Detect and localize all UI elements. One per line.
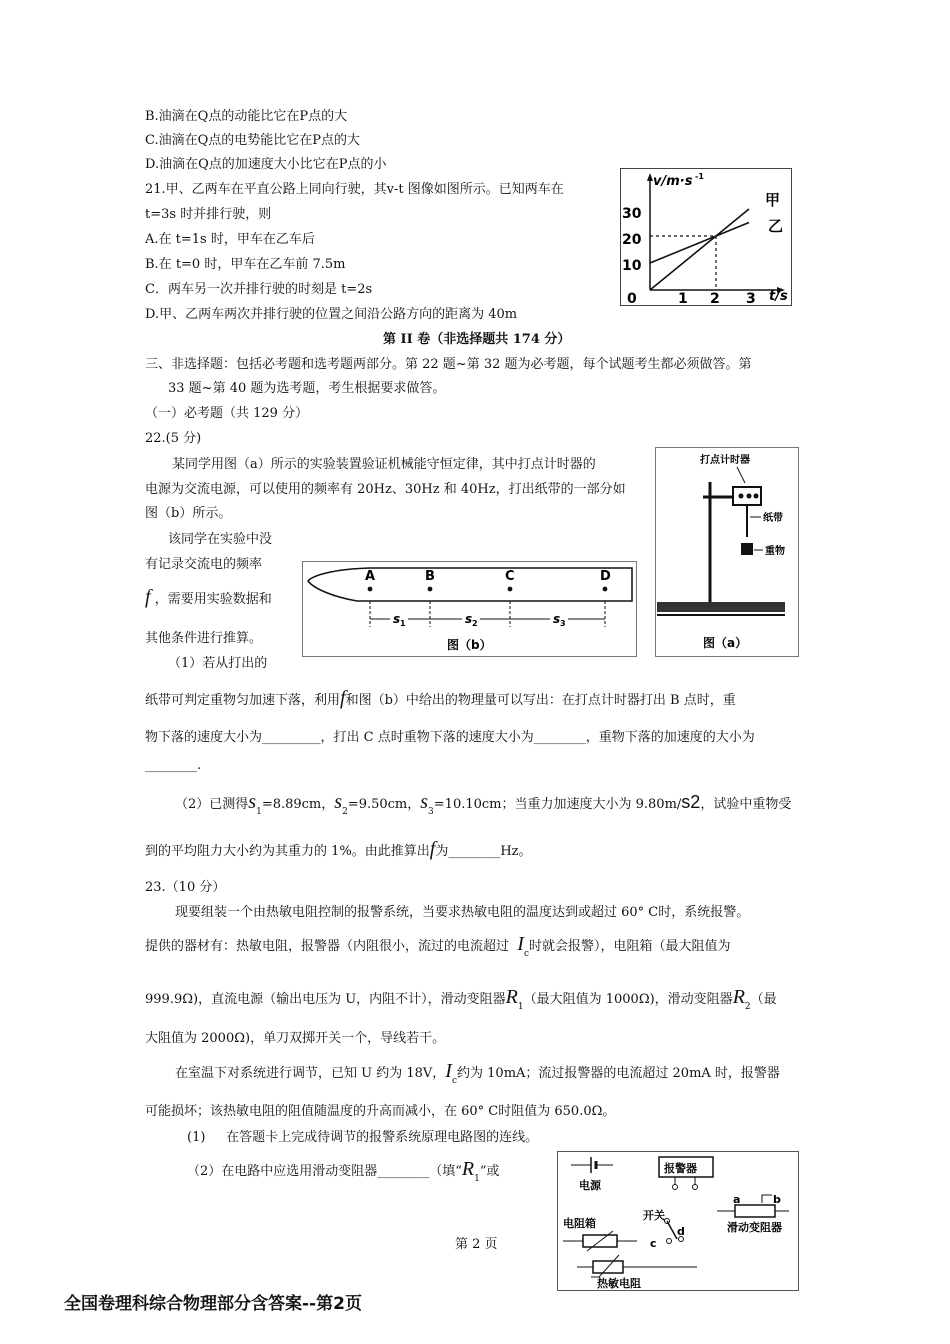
thermistor-label: 热敏电阻	[597, 1277, 641, 1290]
section2-intro-line1: 三、非选择题：包括必考题和选考题两部分。第 22 题~第 32 题为必考题，每个试题考生都必须做答。第	[145, 357, 752, 372]
label-b: b	[773, 1193, 781, 1206]
switch-contact-c	[667, 1239, 672, 1244]
point-label-b: B	[425, 569, 435, 584]
q22-line8: （1）若从打出的	[168, 656, 268, 671]
figure-a-apparatus	[655, 447, 799, 657]
point-label-a: A	[365, 569, 376, 584]
section2-title: 第 II 卷（非选择题共 174 分）	[383, 332, 571, 347]
q21-option-a: A.在 t=1s 时，甲车在乙车后	[145, 232, 315, 247]
q22-line11: ________.	[145, 758, 202, 773]
symbol-s3: s	[420, 791, 429, 813]
vt-xtick-1: 1	[678, 291, 688, 306]
q23-line7	[187, 1129, 538, 1147]
q22-line6-text: ，需要用实验数据和	[154, 592, 272, 607]
alarm-label: 报警器	[664, 1162, 697, 1175]
q22-line12	[175, 793, 791, 815]
segment-s2-sub: 2	[472, 619, 478, 628]
switch-blade	[667, 1221, 677, 1239]
q22-line6	[145, 588, 272, 609]
timer-knob-2	[747, 494, 752, 499]
vt-label-jia: 甲	[765, 191, 781, 209]
q23-line2	[145, 935, 731, 957]
timer-knob-3	[754, 494, 759, 499]
vt-ytick-10: 10	[622, 258, 642, 274]
required-heading: （一）必考题（共 129 分）	[145, 406, 309, 421]
vt-line-jia	[650, 209, 749, 290]
weight-block	[741, 543, 753, 555]
q22-line12a: （2）已测得	[175, 797, 249, 812]
paper-tape	[308, 568, 632, 601]
vt-label-yi: 乙	[768, 217, 784, 235]
rheostat-label: 滑动变阻器	[727, 1221, 782, 1234]
q22-line9b: 和图（b）中给出的物理量可以写出：在打点计时器打出 B 点时，重	[345, 693, 736, 708]
symbol-s2-sub: 2	[342, 807, 348, 817]
symbol-r1-2-sub: 1	[474, 1174, 480, 1184]
q23-line2b: 时就会报警），电阻箱（最大阻值为	[529, 939, 731, 954]
q23-line8	[187, 1160, 500, 1182]
q22-line5: 有记录交流电的频率	[145, 557, 263, 572]
q23-line3c: （最	[750, 992, 777, 1007]
figure-a-caption: 图（a）	[703, 636, 748, 650]
point-label-c: C	[505, 569, 515, 584]
label-d: d	[677, 1225, 685, 1238]
q23-line1: 现要组装一个由热敏电阻控制的报警系统，当要求热敏电阻的温度达到或超过 60° C时，系统报警。	[175, 905, 750, 920]
footer-title: 全国卷理科综合物理部分含答案--第2页	[64, 1294, 362, 1314]
timer-leader	[737, 467, 745, 483]
vt-ylabel-sup: -1	[695, 172, 704, 181]
weight-label: 重物	[765, 546, 785, 557]
figure-b-caption: 图（b）	[447, 638, 492, 652]
vt-xtick-3: 3	[746, 291, 756, 306]
symbol-s2: s	[334, 791, 343, 813]
q22-line2: 电源为交流电源，可以使用的频率有 20Hz、30Hz 和 40Hz，打出纸带的一部分如	[145, 482, 626, 497]
q23-line8b: ”或	[479, 1164, 500, 1179]
q23-line5b: 约为 10mA；流过报警器的电流超过 20mA 时，报警器	[457, 1066, 780, 1081]
q23-line8a: （2）在电路中应选用滑动变阻器________（填“	[187, 1164, 462, 1179]
q22-line13	[145, 840, 532, 861]
tape-dot-c	[508, 587, 513, 592]
label-a: a	[733, 1193, 741, 1206]
symbol-r2: R	[732, 986, 745, 1008]
circuit-diagram	[557, 1151, 799, 1291]
q22-line13b: 为________Hz。	[435, 844, 532, 859]
symbol-f: f	[145, 586, 151, 608]
q23-line7-text: 在答题卡上完成待调节的报警系统原理电路图的连线。	[226, 1130, 539, 1145]
symbol-s3-sub: 3	[428, 807, 434, 817]
vt-ytick-30: 30	[622, 206, 642, 222]
q22-line13a: 到的平均阻力大小约为其重力的 1%。由此推算出	[145, 844, 430, 859]
q22-line7: 其他条件进行推算。	[145, 631, 263, 646]
vt-graph	[620, 168, 792, 306]
symbol-ic-2: I	[445, 1060, 452, 1082]
tape-dot-d	[603, 587, 608, 592]
q23-line6: 可能损坏；该热敏电阻的阻值随温度的升高而减小，在 60° C时阻值为 650.0Ω。	[145, 1104, 616, 1119]
symbol-s1-sub: 1	[256, 807, 262, 817]
vt-line-yi	[650, 223, 749, 264]
timer-knob-1	[739, 494, 744, 499]
q23-line5a: 在室温下对系统进行调节，已知 U 约为 18V，	[175, 1066, 446, 1081]
q22-line12d: =10.10cm；当重力加速度大小为 9.80m/	[433, 797, 682, 812]
q23-head: 23.（10 分）	[145, 880, 226, 895]
segment-s3: s	[553, 612, 561, 626]
vt-ylabel: v/m·s	[653, 174, 693, 189]
table-top	[657, 602, 785, 612]
symbol-f-3: f	[429, 838, 436, 860]
symbol-s1: s	[248, 791, 257, 813]
q20-option-c: C.油滴在Q点的电势能比它在P点的大	[145, 133, 361, 148]
q22-line4: 该同学在实验中没	[168, 532, 273, 547]
q23-line4: 大阻值为 2000Ω)，单刀双掷开关一个，导线若干。	[145, 1031, 446, 1046]
unit-s2: s2	[681, 792, 701, 812]
tape-dot-b	[428, 587, 433, 592]
vt-origin: 0	[627, 291, 637, 306]
segment-s1: s	[393, 612, 401, 626]
tape-dot-a	[368, 587, 373, 592]
power-label: 电源	[579, 1179, 601, 1192]
q22-line10: 物下落的速度大小为_________，打出 C 点时重物下落的速度大小为________，重物下落的加速度的大小为	[145, 730, 755, 745]
q20-option-b: B.油滴在Q点的动能比它在P点的大	[145, 109, 348, 124]
q22-line3: 图（b）所示。	[145, 506, 232, 521]
q22-line9a: 纸带可判定重物匀加速下落，利用	[145, 693, 341, 708]
vt-xtick-2: 2	[710, 291, 720, 306]
segment-s2: s	[465, 612, 473, 626]
vt-xlabel: t/s	[769, 289, 788, 304]
symbol-ic-sub: c	[523, 949, 529, 959]
switch-label: 开关	[643, 1209, 665, 1222]
page-number: 第 2 页	[455, 1237, 498, 1252]
rheostat-body	[735, 1205, 775, 1217]
q20-option-d: D.油滴在Q点的加速度大小比它在P点的小	[145, 157, 387, 172]
alarm-terminal-right	[693, 1185, 698, 1190]
timer-label: 打点计时器	[700, 455, 750, 466]
symbol-r1: R	[505, 986, 518, 1008]
q22-line9	[145, 689, 736, 710]
symbol-ic: I	[517, 933, 524, 955]
symbol-r2-sub: 2	[744, 1002, 751, 1012]
q23-line2a: 提供的器材有：热敏电阻，报警器（内阻很小，流过的电流超过	[145, 939, 510, 954]
q23-line3a: 999.9Ω)，直流电源（输出电压为 U，内阻不计），滑动变阻器	[145, 992, 506, 1007]
resistance-box-label: 电阻箱	[563, 1217, 596, 1230]
label-c: c	[650, 1237, 657, 1250]
symbol-ic-2-sub: c	[451, 1076, 458, 1086]
q23-line3b: （最大阻值为 1000Ω)，滑动变阻器	[523, 992, 733, 1007]
q22-line12e: ，试验中重物受	[700, 797, 792, 812]
segment-s1-sub: 1	[400, 619, 406, 628]
alarm-terminal-left	[673, 1185, 678, 1190]
segment-s3-sub: 3	[560, 619, 566, 628]
vt-ytick-20: 20	[622, 232, 642, 248]
figure-b-paper-tape	[302, 561, 637, 657]
rheostat-slider	[762, 1195, 772, 1203]
section2-intro-line2: 33 题~第 40 题为选考题，考生根据要求做答。	[168, 381, 446, 396]
q22-line12c: =9.50cm，	[347, 797, 421, 812]
tape-label: 纸带	[763, 513, 783, 524]
q21-option-b: B.在 t=0 时，甲车在乙车前 7.5m	[145, 257, 346, 272]
q21-option-d: D.甲、乙两车两次并排行驶的位置之间沿公路方向的距离为 40m	[145, 307, 518, 322]
q21-option-c: C．两车另一次并排行驶的时刻是 t=2s	[145, 282, 373, 297]
q23-line3	[145, 988, 777, 1010]
q22-line1: 某同学用图（a）所示的实验装置验证机械能守恒定律，其中打点计时器的	[172, 457, 596, 472]
symbol-r1-sub: 1	[517, 1002, 524, 1012]
point-label-d: D	[600, 569, 611, 584]
symbol-f-2: f	[340, 687, 346, 709]
q21-stem-line1: 21.甲、乙两车在平直公路上同向行驶，其v-t 图像如图所示。已知两车在	[145, 182, 564, 197]
q22-line12b: =8.89cm，	[261, 797, 335, 812]
q23-line7-num: (1)	[187, 1130, 206, 1145]
q22-head: 22.(5 分)	[145, 431, 202, 446]
q21-stem-line2: t=3s 时并排行驶，则	[145, 207, 272, 222]
symbol-r1-2: R	[461, 1158, 475, 1180]
q23-line5	[175, 1062, 780, 1084]
